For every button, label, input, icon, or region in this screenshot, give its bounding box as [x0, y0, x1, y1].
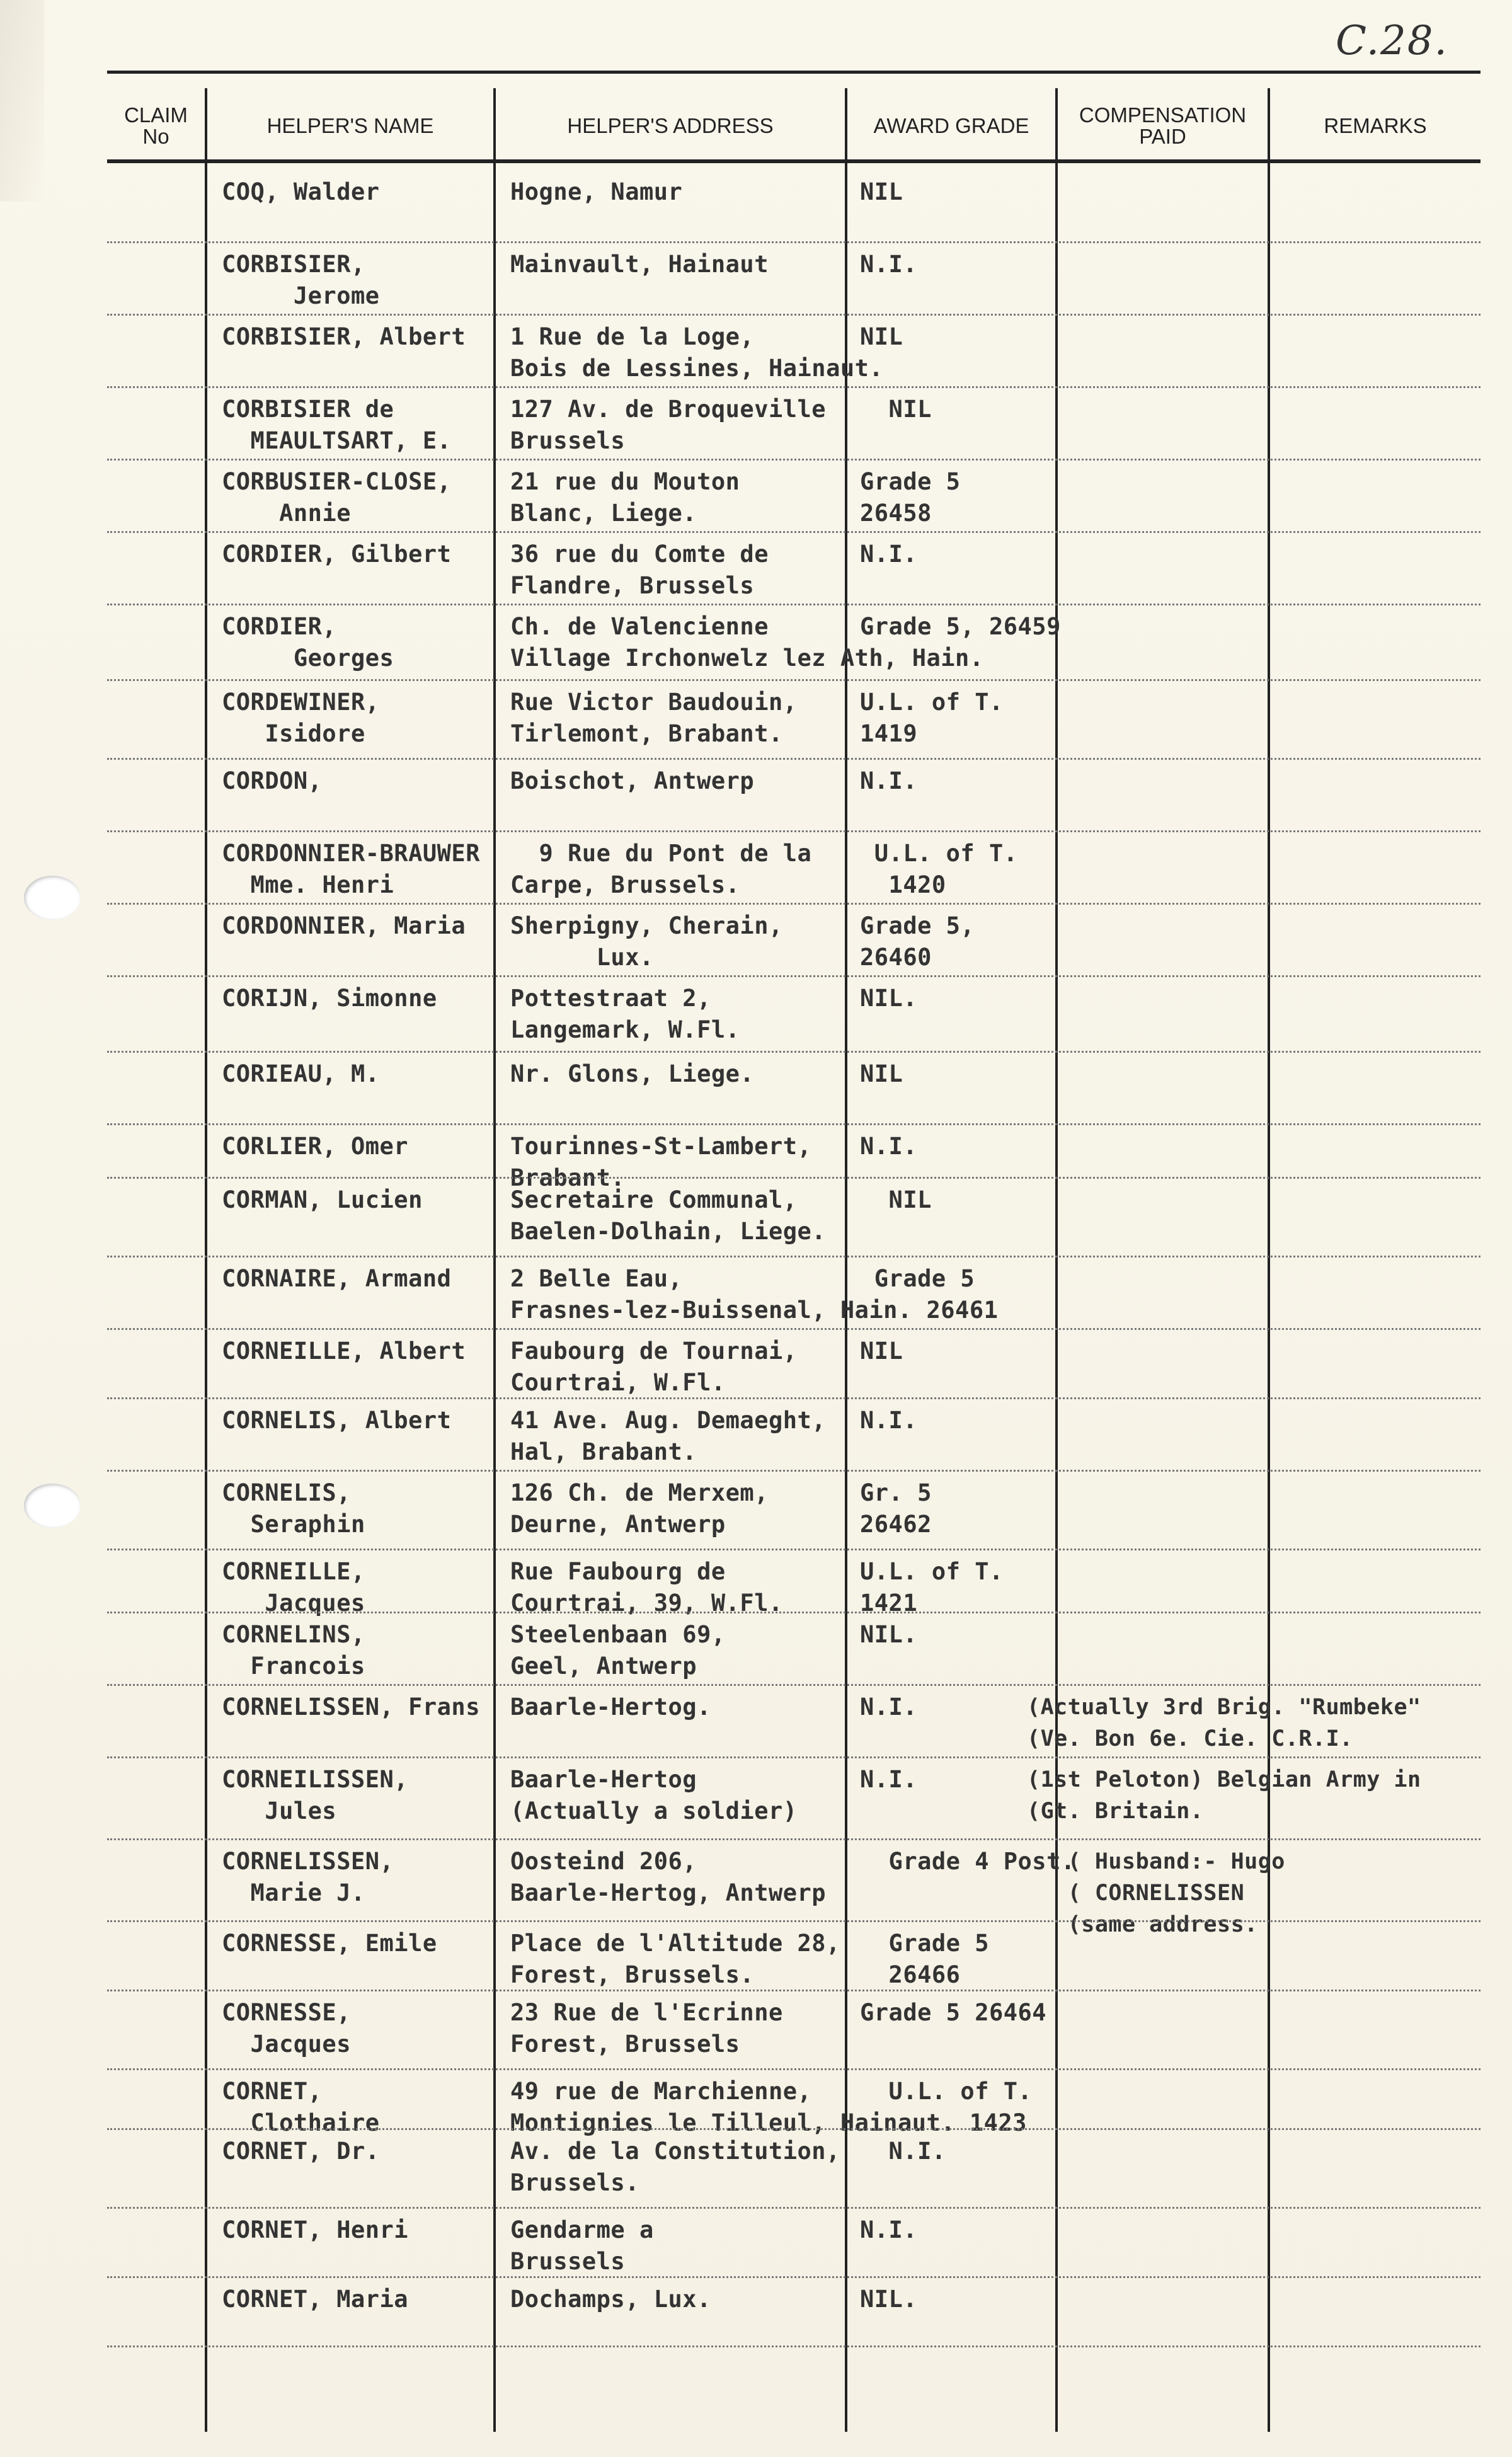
punch-hole	[24, 1484, 81, 1528]
row-separator	[107, 1328, 1480, 1330]
cell-award: Grade 5 26458	[860, 468, 961, 527]
cell-address: Steelenbaan 69, Geel, Antwerp	[510, 1621, 726, 1680]
row-separator	[107, 1470, 1480, 1472]
row-separator	[107, 1549, 1480, 1550]
row-separator	[107, 975, 1480, 977]
cell-address: Hogne, Namur	[510, 178, 683, 205]
column-rule-claim	[205, 88, 207, 2432]
cell-address: 49 rue de Marchienne, Montignies le Tilleul, Hainaut. 1423	[510, 2078, 1027, 2136]
cell-remarks: (Actually 3rd Brig. "Rumbeke" (Ve. Bon 6e. Cie. C.R.I.	[1027, 1695, 1421, 1751]
row-separator	[107, 241, 1480, 243]
cell-award: NIL	[860, 396, 932, 423]
cell-name: CORBISIER, Jerome	[222, 251, 380, 309]
cell-address: Tourinnes-St-Lambert, Brabant.	[510, 1133, 812, 1191]
cell-name: CORNET, Clothaire	[222, 2078, 380, 2136]
row-separator	[107, 1177, 1480, 1179]
row-separator	[107, 1920, 1480, 1922]
cell-address: 126 Ch. de Merxem, Deurne, Antwerp	[510, 1479, 769, 1538]
sheet-reference: C.28.	[1336, 18, 1448, 64]
cell-award: Grade 5	[860, 1265, 975, 1292]
row-separator	[107, 2276, 1480, 2278]
column-rule-comp	[1268, 88, 1270, 2432]
row-separator	[107, 1123, 1480, 1125]
cell-name: CORDONNIER-BRAUWER Mme. Henri	[222, 840, 480, 898]
row-separator	[107, 758, 1480, 760]
cell-award: N.I.	[860, 1693, 918, 1721]
cell-award: U.L. of T. 1421	[860, 1558, 1004, 1617]
header-helpers-address: HELPER'S ADDRESS	[567, 114, 774, 137]
cell-name: CORBISIER, Albert	[222, 323, 466, 350]
cell-award: N.I.	[860, 1407, 918, 1434]
cell-address: Rue Victor Baudouin, Tirlemont, Brabant.	[510, 689, 798, 747]
cell-award: Grade 5, 26460	[860, 912, 975, 971]
cell-name: CORLIER, Omer	[222, 1133, 409, 1160]
cell-name: CORDEWINER, Isidore	[222, 689, 380, 747]
cell-name: CORNEILLE, Jacques	[222, 1558, 365, 1617]
row-separator	[107, 1051, 1480, 1053]
row-separator	[107, 386, 1480, 388]
cell-award: U.L. of T. 1419	[860, 689, 1004, 747]
cell-address: Boischot, Antwerp	[510, 767, 755, 794]
cell-award: NIL.	[860, 2286, 918, 2313]
cell-award: N.I.	[860, 2138, 946, 2165]
cell-award: N.I.	[860, 2216, 918, 2243]
cell-name: COQ, Walder	[222, 178, 380, 205]
cell-award: N.I.	[860, 541, 918, 568]
cell-award: NIL	[860, 1060, 903, 1087]
row-separator	[107, 903, 1480, 905]
cell-award: NIL	[860, 323, 903, 350]
cell-address: Secretaire Communal, Baelen-Dolhain, Liege.	[510, 1186, 827, 1245]
cell-address: Sherpigny, Cherain, Lux.	[510, 912, 783, 971]
cell-address: Nr. Glons, Liege.	[510, 1060, 755, 1087]
cell-name: CORNESSE, Emile	[222, 1930, 437, 1957]
column-rule-award	[1055, 88, 1058, 2432]
cell-name: CORNAIRE, Armand	[222, 1265, 452, 1292]
cell-remarks: ( Husband:- Hugo ( CORNELISSEN (same address.	[1067, 1849, 1285, 1937]
cell-name: CORBISIER de MEAULTSART, E.	[222, 396, 452, 454]
row-separator	[107, 1256, 1480, 1257]
row-separator	[107, 1684, 1480, 1686]
cell-name: CORNET, Maria	[222, 2286, 409, 2313]
cell-address: 36 rue du Comte de Flandre, Brussels	[510, 541, 769, 599]
cell-name: CORNEILLE, Albert	[222, 1337, 466, 1365]
header-helpers-name: HELPER'S NAME	[266, 114, 434, 137]
cell-name: CORIJN, Simonne	[222, 985, 437, 1012]
row-separator	[107, 1612, 1480, 1613]
cell-address: 23 Rue de l'Ecrinne Forest, Brussels	[510, 1999, 783, 2058]
cell-award: N.I.	[860, 1766, 918, 1793]
cell-name: CORMAN, Lucien	[222, 1186, 423, 1213]
header-claim-no: CLAIM No	[124, 103, 188, 148]
cell-address: Mainvault, Hainaut	[510, 251, 769, 278]
cell-name: CORNELISSEN, Marie J.	[222, 1848, 394, 1906]
cell-address: Baarle-Hertog (Actually a soldier)	[510, 1766, 798, 1824]
row-separator	[107, 1990, 1480, 1991]
cell-name: CORNELISSEN, Frans	[222, 1693, 480, 1721]
row-separator	[107, 830, 1480, 832]
row-separator	[107, 1838, 1480, 1840]
row-separator	[107, 459, 1480, 461]
header-award-grade: AWARD GRADE	[873, 114, 1029, 137]
cell-award: Grade 5 26466	[888, 1930, 989, 1988]
row-separator	[107, 2345, 1480, 2347]
cell-name: CORNET, Henri	[222, 2216, 409, 2243]
column-rule-name	[493, 88, 496, 2432]
row-separator	[107, 314, 1480, 316]
cell-award: U.L. of T.	[860, 2078, 1033, 2105]
cell-name: CORNELIS, Albert	[222, 1407, 452, 1434]
cell-address: 9 Rue du Pont de la Carpe, Brussels.	[510, 840, 812, 898]
row-separator	[107, 531, 1480, 533]
cell-award: Grade 4 Post.	[860, 1848, 1075, 1875]
cell-name: CORNESSE, Jacques	[222, 1999, 351, 2058]
cell-address: Baarle-Hertog.	[510, 1693, 711, 1721]
cell-address: 21 rue du Mouton Blanc, Liege.	[510, 468, 740, 527]
cell-award: Grade 5, 26459	[860, 613, 1061, 640]
cell-address: 41 Ave. Aug. Demaeght, Hal, Brabant.	[510, 1407, 827, 1465]
cell-name: CORDIER, Georges	[222, 613, 394, 672]
cell-award: NIL.	[860, 985, 918, 1012]
cell-award: Gr. 5 26462	[860, 1479, 932, 1538]
cell-name: CORNEILISSEN, Jules	[222, 1766, 409, 1824]
row-separator	[107, 679, 1480, 681]
cell-name: CORNELINS, Francois	[222, 1621, 365, 1680]
cell-address: Faubourg de Tournai, Courtrai, W.Fl.	[510, 1337, 798, 1396]
cell-award: NIL	[860, 178, 903, 205]
cell-award: NIL	[860, 1186, 932, 1213]
row-separator	[107, 2207, 1480, 2209]
row-separator	[107, 604, 1480, 605]
row-separator	[107, 1756, 1480, 1758]
cell-award: N.I.	[860, 1133, 918, 1160]
header-compensation-paid: COMPENSATION PAID	[1079, 103, 1247, 148]
cell-name: CORDON,	[222, 767, 323, 794]
header-bottom-rule	[107, 159, 1480, 163]
cell-award: N.I.	[860, 767, 918, 794]
cell-address: 2 Belle Eau, Frasnes-lez-Buissenal, Hain. 26461	[510, 1265, 999, 1324]
cell-award: Grade 5 26464	[860, 1999, 1047, 2026]
cell-address: Place de l'Altitude 28, Forest, Brussels.	[510, 1930, 840, 1988]
cell-award: NIL.	[860, 1621, 918, 1648]
row-separator	[107, 2128, 1480, 2130]
cell-address: Rue Faubourg de Courtrai, 39, W.Fl.	[510, 1558, 783, 1617]
cell-address: 127 Av. de Broqueville Brussels	[510, 396, 827, 454]
cell-name: CORNELIS, Seraphin	[222, 1479, 365, 1538]
cell-address: Ch. de Valencienne Village Irchonwelz lez Ath, Hain.	[510, 613, 984, 672]
cell-address: Pottestraat 2, Langemark, W.Fl.	[510, 985, 740, 1043]
cell-address: Oosteind 206, Baarle-Hertog, Antwerp	[510, 1848, 827, 1906]
cell-award: NIL	[860, 1337, 903, 1365]
cell-address: Gendarme a Brussels	[510, 2216, 654, 2275]
punch-hole	[24, 876, 81, 920]
cell-address: Av. de la Constitution, Brussels.	[510, 2138, 840, 2196]
cell-address: 1 Rue de la Loge, Bois de Lessines, Hainaut.	[510, 323, 884, 382]
row-separator	[107, 2068, 1480, 2070]
cell-name: CORIEAU, M.	[222, 1060, 380, 1087]
header-remarks: REMARKS	[1324, 114, 1427, 137]
cell-name: CORDONNIER, Maria	[222, 912, 466, 939]
folded-corner	[0, 0, 44, 202]
row-separator	[107, 1397, 1480, 1399]
cell-name: CORBUSIER-CLOSE, Annie	[222, 468, 452, 527]
header-top-rule	[107, 71, 1480, 74]
cell-address: Dochamps, Lux.	[510, 2286, 711, 2313]
cell-award: U.L. of T. 1420	[874, 840, 1018, 898]
cell-name: CORNET, Dr.	[222, 2138, 380, 2165]
cell-award: N.I.	[860, 251, 918, 278]
cell-remarks: (1st Peloton) Belgian Army in (Gt. Britain.	[1027, 1767, 1421, 1824]
cell-name: CORDIER, Gilbert	[222, 541, 452, 568]
